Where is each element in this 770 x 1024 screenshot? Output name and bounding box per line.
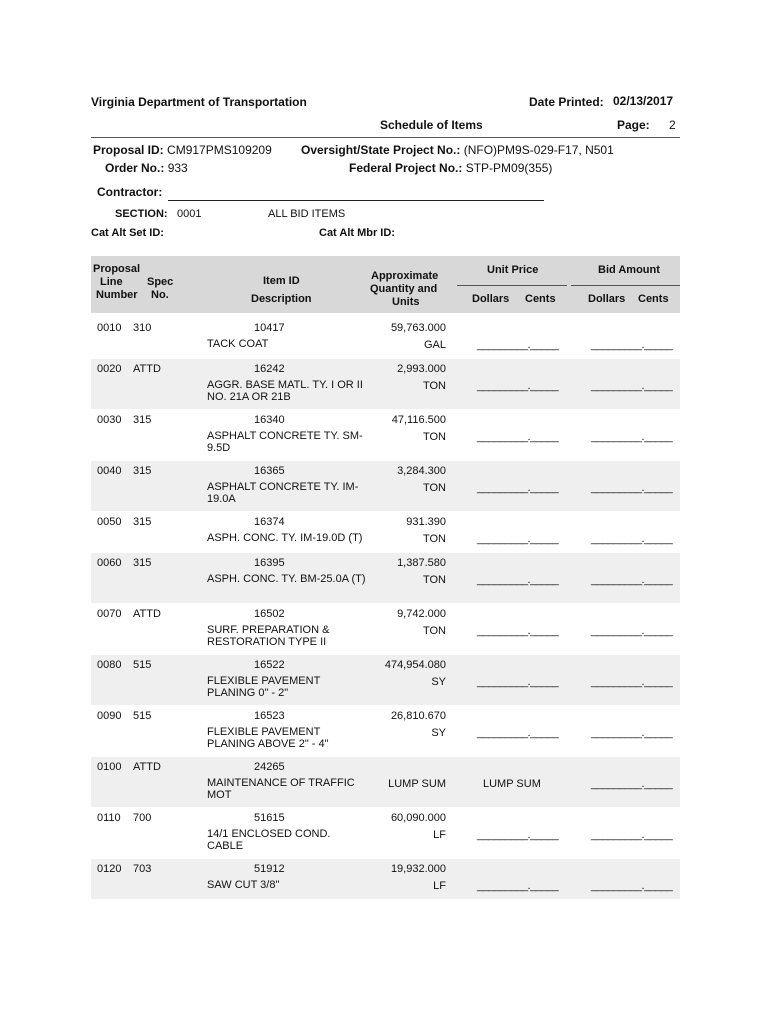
item-description: FLEXIBLE PAVEMENT PLANING ABOVE 2" - 4" [207, 726, 329, 750]
page-number: 2 [669, 118, 676, 132]
cat-alt-set-label: Cat Alt Set ID: [91, 227, 164, 239]
section-value: 0001 [177, 208, 202, 220]
unit: GAL [423, 339, 446, 351]
table-row [91, 318, 680, 358]
item-id: 16374 [254, 516, 285, 528]
unit-price-field: _________._____ [477, 727, 559, 739]
table-row [91, 461, 680, 511]
unit: TON [422, 482, 446, 494]
col-item-id: Item ID [263, 275, 300, 287]
spec-number: 315 [133, 516, 152, 528]
bid-amount-field: _________._____ [591, 533, 673, 545]
table-row [91, 859, 680, 899]
quantity: 931.390 [406, 516, 446, 528]
spec-number: 310 [133, 322, 152, 334]
agency-name: Virginia Department of Transportation [91, 95, 307, 109]
col-unit-dollars: Dollars [472, 293, 510, 305]
order-no-label: Order No.: [105, 161, 165, 175]
oversight-label: Oversight/State Project No.: [301, 143, 461, 157]
unit-price-field: _________._____ [477, 533, 559, 545]
unit-price-field: _________._____ [477, 431, 559, 443]
line-number: 0120 [97, 863, 122, 875]
quantity: 3,284.300 [397, 465, 446, 477]
unit-price-lump-sum: LUMP SUM [483, 778, 541, 790]
quantity: 19,932.000 [390, 863, 446, 875]
unit-price-rule [457, 285, 567, 286]
table-header [91, 256, 680, 313]
spec-number: 703 [133, 863, 152, 875]
order-no-value: 933 [167, 161, 188, 175]
col-quantity-and: Quantity and [370, 283, 438, 295]
cat-alt-mbr-label: Cat Alt Mbr ID: [319, 227, 395, 239]
bid-amount-field: _________._____ [591, 625, 673, 637]
spec-number: 515 [133, 659, 152, 671]
table-row [91, 359, 680, 409]
proposal-id-value: CM917PMS109209 [167, 143, 272, 157]
quantity: 59,763.000 [390, 322, 446, 334]
item-id: 16522 [254, 659, 285, 671]
item-description: MAINTENANCE OF TRAFFIC MOT [207, 777, 355, 801]
line-number: 0030 [97, 414, 122, 426]
federal-line [349, 161, 552, 175]
bid-amount-field: _________._____ [591, 574, 673, 586]
line-number: 0060 [97, 557, 122, 569]
unit: LF [433, 829, 446, 841]
unit: LUMP SUM [388, 778, 446, 790]
unit-price-field: _________._____ [477, 380, 559, 392]
schedule-title: Schedule of Items [380, 118, 483, 132]
col-unit-cents: Cents [525, 293, 556, 305]
unit-price-field: _________._____ [477, 339, 559, 351]
oversight-value: (NFO)PM9S-029-F17, N501 [463, 143, 614, 157]
contractor-field-line [168, 200, 544, 201]
spec-number: 515 [133, 710, 152, 722]
col-spec-no: No. [151, 289, 169, 301]
col-description: Description [251, 293, 312, 305]
spec-number: ATTD [133, 761, 161, 773]
bid-amount-rule [571, 285, 680, 286]
oversight-line [301, 143, 614, 157]
quantity: 60,090.000 [390, 812, 446, 824]
item-description: FLEXIBLE PAVEMENT PLANING 0" - 2" [207, 675, 321, 699]
spec-number: 315 [133, 557, 152, 569]
bid-amount-field: _________._____ [591, 339, 673, 351]
spec-number: 315 [133, 465, 152, 477]
item-id: 10417 [254, 322, 285, 334]
item-description: ASPHALT CONCRETE TY. IM-19.0A [207, 481, 359, 505]
col-units: Units [392, 296, 420, 308]
item-description: AGGR. BASE MATL. TY. I OR II NO. 21A OR 21B [207, 379, 363, 403]
item-id: 16395 [254, 557, 285, 569]
item-id: 16365 [254, 465, 285, 477]
table-row [91, 512, 680, 552]
unit-price-field: _________._____ [477, 482, 559, 494]
item-description: ASPH. CONC. TY. BM-25.0A (T) [207, 573, 366, 585]
unit-price-field: _________._____ [477, 574, 559, 586]
col-unit-price: Unit Price [487, 264, 539, 276]
spec-number: ATTD [133, 608, 161, 620]
line-number: 0110 [97, 812, 121, 824]
spec-number: 700 [133, 812, 152, 824]
item-description: ASPH. CONC. TY. IM-19.0D (T) [207, 532, 363, 544]
order-no-line [105, 161, 188, 175]
line-number: 0070 [97, 608, 122, 620]
contractor-label: Contractor: [97, 185, 163, 199]
col-spec: Spec [147, 276, 174, 288]
item-id: 16502 [254, 608, 285, 620]
table-row [91, 808, 680, 858]
item-description: SAW CUT 3/8" [207, 879, 280, 891]
line-number: 0010 [97, 322, 122, 334]
section-label: SECTION: [115, 208, 168, 220]
unit-price-field: _________._____ [477, 676, 559, 688]
unit-price-field: _________._____ [477, 829, 559, 841]
item-id: 16523 [254, 710, 285, 722]
table-row [91, 706, 680, 756]
line-number: 0020 [97, 363, 122, 375]
unit-price-field: _________._____ [477, 625, 559, 637]
section-description: ALL BID ITEMS [268, 208, 346, 220]
quantity: 474,954.080 [384, 659, 446, 671]
item-id: 16242 [254, 363, 285, 375]
spec-number: 315 [133, 414, 152, 426]
table-row [91, 410, 680, 460]
quantity: 9,742.000 [397, 608, 446, 620]
col-approximate: Approximate [371, 270, 439, 282]
table-row [91, 604, 680, 654]
unit: TON [422, 431, 446, 443]
col-bid-amount: Bid Amount [598, 264, 660, 276]
spec-number: ATTD [133, 363, 161, 375]
item-id: 16340 [254, 414, 285, 426]
unit: TON [422, 625, 446, 637]
unit: SY [431, 727, 446, 739]
item-description: TACK COAT [207, 338, 269, 350]
bid-amount-field: _________._____ [591, 676, 673, 688]
col-number: Number [96, 289, 138, 301]
page-label: Page: [617, 118, 650, 132]
table-row [91, 757, 680, 807]
federal-label: Federal Project No.: [349, 161, 463, 175]
line-number: 0050 [97, 516, 122, 528]
quantity: 2,993.000 [397, 363, 446, 375]
item-description: 14/1 ENCLOSED COND. CABLE [207, 828, 331, 852]
date-printed-label: Date Printed: [529, 95, 604, 109]
federal-value: STP-PM09(355) [465, 161, 553, 175]
unit: TON [422, 574, 446, 586]
item-description: ASPHALT CONCRETE TY. SM-9.5D [207, 430, 363, 454]
unit: LF [433, 880, 446, 892]
table-row [91, 553, 680, 603]
date-printed-value: 02/13/2017 [613, 94, 674, 108]
bid-amount-field: _________._____ [591, 431, 673, 443]
unit-price-field: _________._____ [477, 880, 559, 892]
proposal-id-label: Proposal ID: [93, 143, 164, 157]
col-bid-cents: Cents [638, 293, 669, 305]
line-number: 0040 [97, 465, 122, 477]
col-proposal: Proposal [93, 263, 141, 275]
unit: TON [422, 380, 446, 392]
bid-amount-field: _________._____ [591, 727, 673, 739]
item-id: 51912 [254, 863, 285, 875]
bid-amount-field: _________._____ [591, 482, 673, 494]
item-description: SURF. PREPARATION & RESTORATION TYPE II [207, 624, 330, 648]
unit: SY [431, 676, 446, 688]
proposal-id-line [93, 143, 272, 157]
item-id: 51615 [254, 812, 285, 824]
quantity: 1,387.580 [397, 557, 446, 569]
col-line: Line [100, 276, 123, 288]
bid-amount-field: _________._____ [591, 380, 673, 392]
bid-amount-field: _________._____ [591, 880, 673, 892]
bid-amount-field: _________._____ [591, 829, 673, 841]
col-bid-dollars: Dollars [588, 293, 626, 305]
unit: TON [422, 533, 446, 545]
table-row [91, 655, 680, 705]
item-id: 24265 [254, 761, 285, 773]
line-number: 0100 [97, 761, 122, 773]
quantity: 26,810.670 [390, 710, 446, 722]
line-number: 0090 [97, 710, 122, 722]
quantity: 47,116.500 [391, 414, 446, 426]
bid-amount-field: _________._____ [591, 778, 673, 790]
header-rule [91, 137, 680, 138]
line-number: 0080 [97, 659, 122, 671]
